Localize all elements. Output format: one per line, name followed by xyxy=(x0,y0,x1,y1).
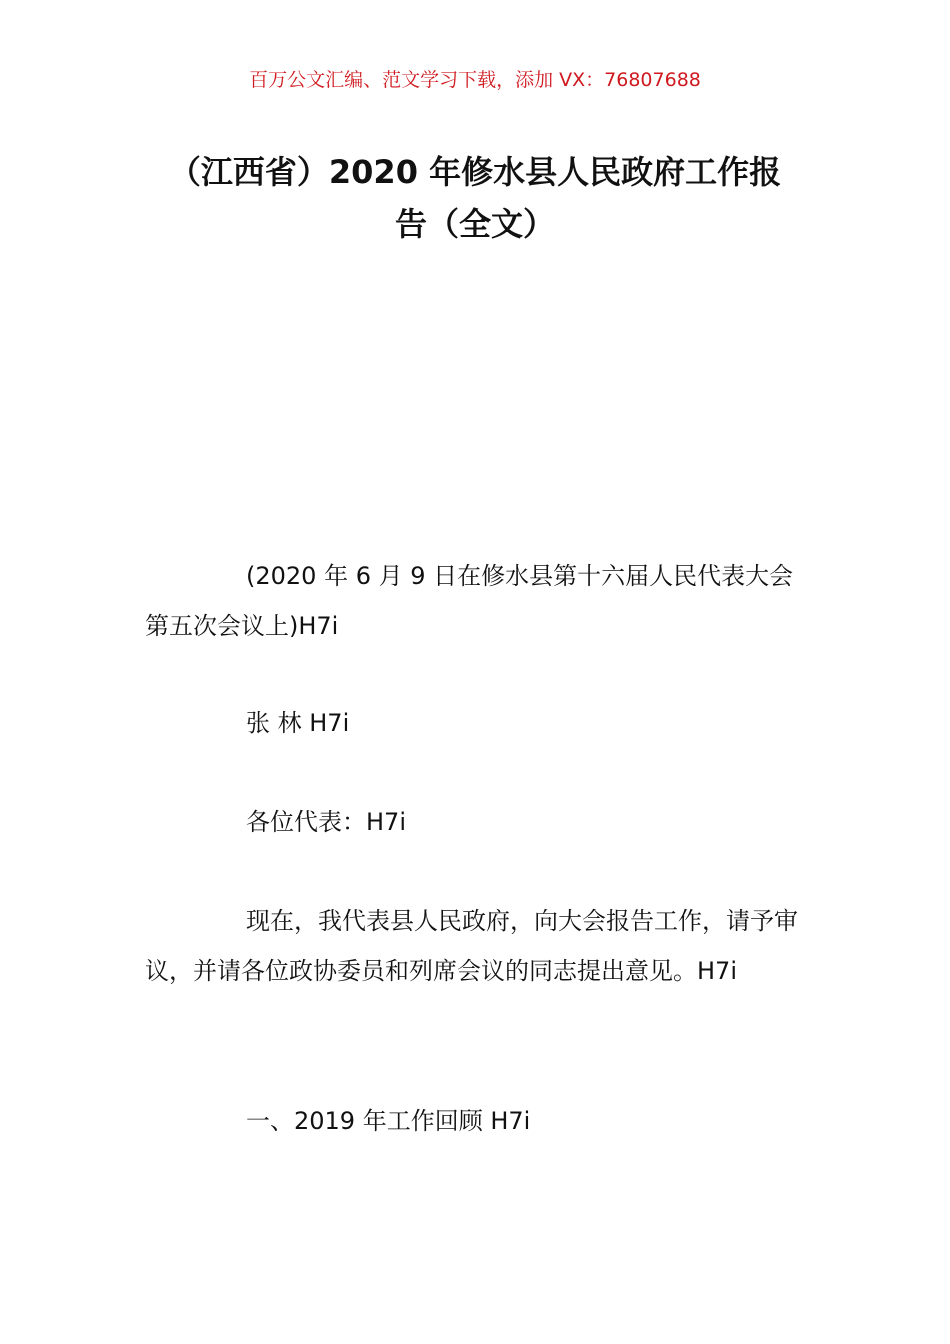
section-heading: 一、2019 年工作回顾 H7i xyxy=(246,1107,531,1135)
document-title xyxy=(140,146,810,250)
occasion-paragraph: (2020 年 6 月 9 日在修水县第十六届人民代表大会第五次会议上)H7i xyxy=(145,562,794,640)
document-title-line-1: （江西省）2020 年修水县人民政府工作报 xyxy=(168,153,782,191)
header-banner: 百万公文汇编、范文学习下载，添加 VX：76807688 xyxy=(249,69,701,91)
document-title-line-2: 告（全文） xyxy=(394,205,555,243)
author-line: 张 林 H7i xyxy=(246,709,350,737)
salutation-line: 各位代表：H7i xyxy=(246,808,406,836)
intro-paragraph: 现在，我代表县人民政府，向大会报告工作，请予审议，并请各位政协委员和列席会议的同志提出意见。H7i xyxy=(145,907,798,985)
